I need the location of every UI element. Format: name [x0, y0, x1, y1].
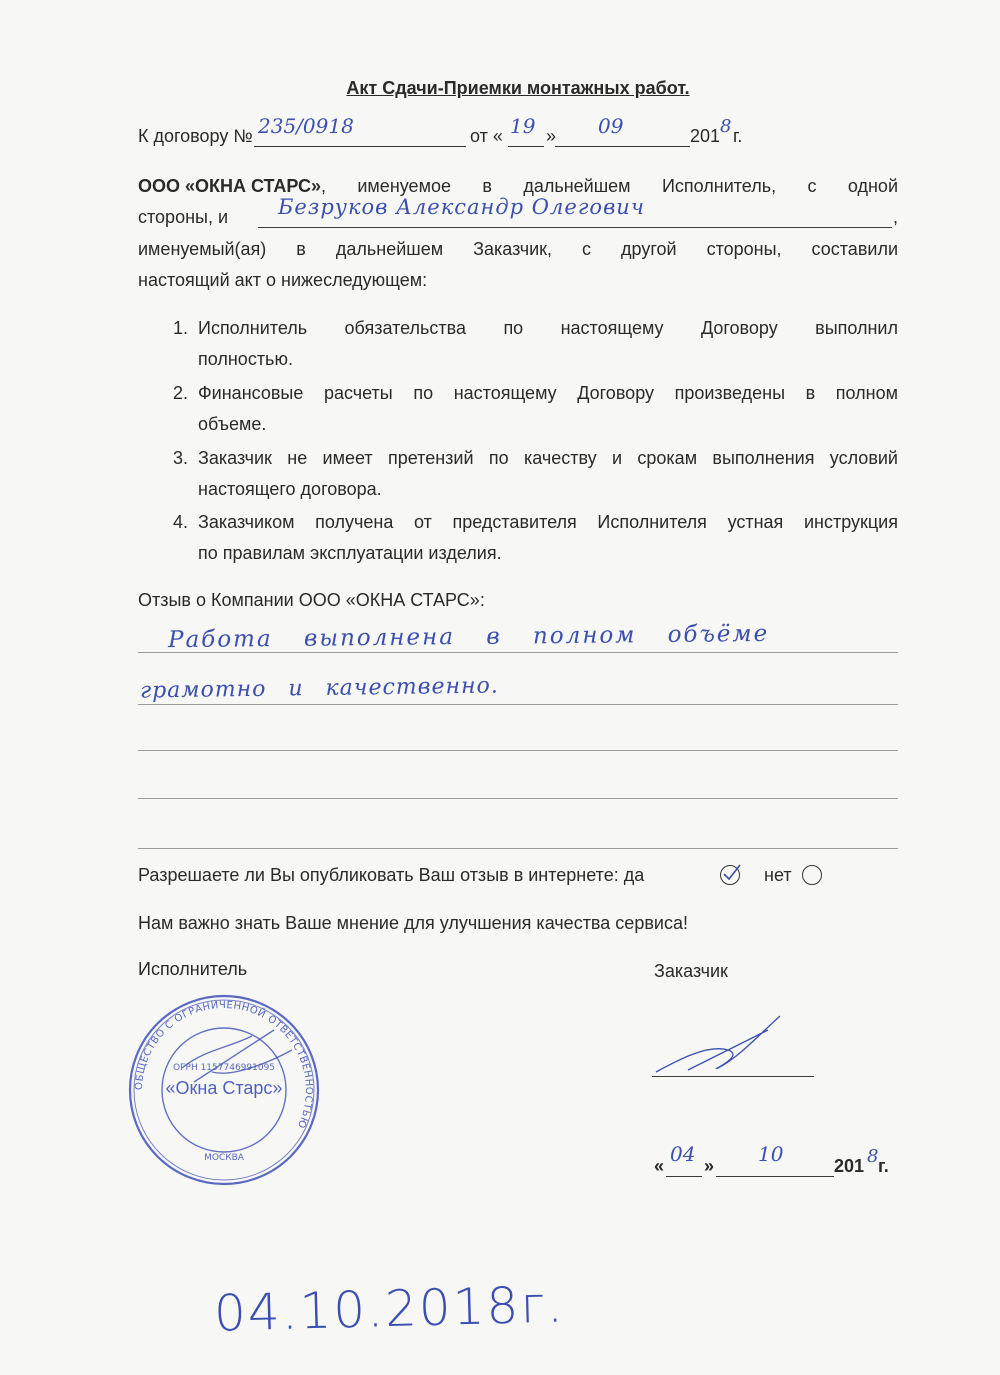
document-title: Акт Сдачи-Приемки монтажных работ. — [346, 78, 690, 98]
publish-no-radio[interactable] — [802, 865, 822, 885]
stamp-outer-text: ОБЩЕСТВО С ОГРАНИЧЕННОЙ ОТВЕТСТВЕННОСТЬЮ — [133, 999, 315, 1130]
intro-line-4: настоящий акт о нижеследующем: — [138, 270, 428, 290]
company-name: ООО «ОКНА СТАРС» — [138, 176, 321, 196]
contract-year-suffix: г. — [733, 126, 743, 146]
contract-prefix: К договору № — [138, 126, 253, 146]
sign-date-open: « — [654, 1156, 665, 1176]
stamp-city: МОСКВА — [204, 1153, 244, 1163]
review-line — [138, 798, 898, 799]
intro-line-3: именуемый(ая) в дальнейшем Заказчик, с другой стороны, составили — [138, 239, 898, 259]
sign-date-day: 04 — [670, 1142, 696, 1166]
sign-date-year-prefix: 201 — [834, 1156, 865, 1176]
company-stamp — [124, 990, 324, 1190]
customer-name: Безруков Александр Олегович — [278, 195, 645, 219]
item-line: Финансовые расчеты по настоящему Договору произведены в полном — [198, 383, 898, 403]
customer-label: Заказчик — [654, 961, 728, 981]
publish-no-label: нет — [764, 865, 792, 885]
contract-month: 09 — [598, 114, 624, 138]
item-number: 2. — [172, 383, 188, 403]
review-handwritten-line-2: грамотно и качественно. — [139, 673, 499, 704]
review-handwritten-line-1: Работа выполнена в полном объёме — [167, 620, 770, 654]
sign-date-month: 10 — [758, 1142, 784, 1166]
review-line — [138, 848, 898, 849]
contract-day: 19 — [510, 114, 536, 138]
intro-line-2-end: , — [893, 207, 899, 227]
sign-date-year-suffix: г. — [878, 1156, 889, 1176]
item-number: 3. — [172, 448, 188, 468]
contract-month-line — [555, 146, 690, 147]
item-line: объеме. — [198, 414, 267, 434]
item-number: 4. — [172, 512, 188, 532]
item-line: Исполнитель обязательства по настоящему Договору выполнил — [198, 318, 898, 338]
review-line — [138, 750, 898, 751]
check-mark-icon — [720, 862, 742, 884]
sign-date-year-digit: 8 — [867, 1146, 879, 1167]
contract-day-line — [508, 146, 544, 147]
contract-number-line — [254, 146, 466, 147]
stamp-ogrn: ОГРН 1157746991095 — [172, 1063, 276, 1073]
item-line: Заказчик не имеет претензий по качеству и срокам выполнения условий — [198, 448, 898, 468]
contract-year-digit: 8 — [720, 116, 732, 137]
sign-date-month-line — [716, 1176, 834, 1177]
customer-name-line — [258, 227, 892, 228]
customer-signature-line — [652, 1076, 814, 1077]
customer-signature — [648, 1010, 798, 1090]
contract-from: от « — [470, 126, 503, 146]
publish-yes-radio[interactable] — [720, 865, 740, 885]
item-line: Заказчиком получена от представителя Исполнителя устная инструкция — [198, 512, 898, 532]
review-line — [138, 704, 898, 705]
sign-date-close: » — [704, 1156, 715, 1176]
contract-year-prefix: 201 — [690, 126, 721, 146]
service-note: Нам важно знать Ваше мнение для улучшения качества сервиса! — [138, 913, 688, 933]
publish-question: Разрешаете ли Вы опубликовать Ваш отзыв в интернете: да — [138, 865, 645, 885]
review-label: Отзыв о Компании ООО «ОКНА СТАРС»: — [138, 590, 485, 610]
item-line: по правилам эксплуатации изделия. — [198, 543, 502, 563]
sign-date-day-line — [666, 1176, 702, 1177]
item-number: 1. — [172, 318, 188, 338]
item-line: полностью. — [198, 349, 293, 369]
contract-number: 235/0918 — [258, 114, 354, 138]
stamp-center-text: «Окна Старс» — [165, 1078, 283, 1098]
intro-line-2-start: стороны, и — [138, 207, 229, 227]
item-line: настоящего договора. — [198, 479, 382, 499]
intro-line-1-rest: , именуемое в дальнейшем Исполнитель, с одной — [320, 176, 898, 196]
footer-handwritten-date: 04.10.2018г. — [213, 1275, 566, 1343]
review-line — [138, 652, 898, 653]
executor-label: Исполнитель — [138, 959, 248, 979]
contract-mid: » — [546, 126, 557, 146]
